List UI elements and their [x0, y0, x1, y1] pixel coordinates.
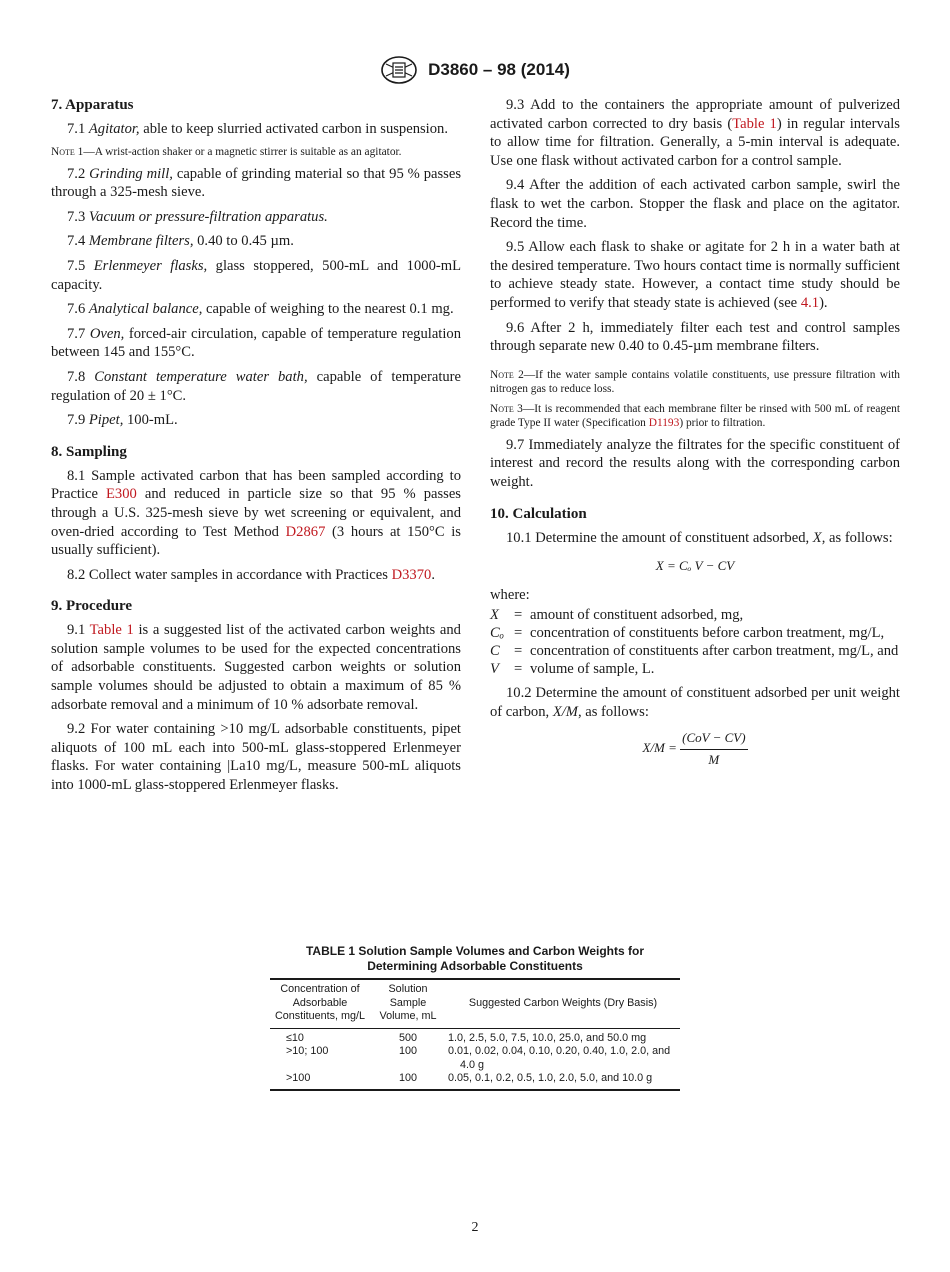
page-header [0, 55, 950, 85]
para-10-1: 10.1 Determine the amount of constituent adsorbed, X, as follows: [506, 529, 893, 546]
para-7-8: 7.8 Constant temperature water bath, capable of temperature regulation of 20 ± 1°C. [51, 368, 462, 404]
section-7-heading: 7. Apparatus [51, 97, 134, 113]
para-7-7: 7.7 Oven, forced-air circulation, capable of temperature regulation between 145 and 155°C. [51, 325, 461, 361]
document-designation: D3860 – 98 (2014) [428, 60, 570, 79]
para-8-1: 8.1 Sample activated carbon that has been sampled according to Practice E300 and reduced in particle size so that 95 % passes through a U.S. 325-mesh sieve by wet screening or equivalent, and oven-dried according to Test Method D2867 (3 hours at 150°C is usually sufficient). [51, 467, 461, 559]
definition-row: C = concentration of constituents after carbon treatment, mg/L, and [490, 643, 899, 660]
ref-e300-link[interactable]: E300 [106, 486, 137, 503]
col-header-volume: Solution Sample Volume, mL [370, 979, 446, 1028]
definition-row: V = volume of sample, L. [490, 661, 655, 678]
table-1 [270, 944, 680, 1091]
para-9-6: 9.6 After 2 h, immediately filter each test and control samples through separate new 0.40 to 0.45-µm membrane filters. [490, 319, 900, 355]
left-column [51, 96, 461, 801]
table-row: >100 100 0.05, 0.1, 0.2, 0.5, 1.0, 2.0, 5.0, and 10.0 g [270, 1072, 680, 1090]
para-7-2: 7.2 Grinding mill, capable of grinding material so that 95 % passes through a 325-mesh sieve. [51, 165, 462, 201]
para-9-3: 9.3 Add to the containers the appropriate amount of pulverized activated carbon corrected to dry basis (Table 1) in regular intervals to allow time for filtration. Generally, a 5-min interval is adequate. Use one flask without activated carbon for a control sample. [490, 97, 900, 169]
right-column [490, 96, 900, 770]
definition-row: Cₒ = concentration of constituents before carbon treatment, mg/L, [490, 625, 885, 642]
section-8-heading: 8. Sampling [51, 443, 127, 460]
para-7-5: 7.5 Erlenmeyer flasks, glass stoppered, 500-mL and 1000-mL capacity. [51, 257, 461, 293]
ref-d2867-link[interactable]: D2867 [285, 523, 326, 540]
equation-2: X/M = $\frac{\text{(CoV − CV)}}{M}$ [642, 730, 746, 768]
page-number: 2 [471, 1220, 479, 1235]
note-3: Note 3—It is recommended that each membrane filter be rinsed with 500 mL of reagent grade Type II water (Specification D1193) prior to filtration. [490, 402, 900, 429]
para-7-6: 7.6 Analytical balance, capable of weighing to the nearest 0.1 mg. [67, 301, 454, 318]
ref-4-1-link[interactable]: 4.1 [800, 294, 820, 311]
ref-table1-link[interactable]: Table 1 [89, 622, 134, 639]
para-7-9: 7.9 Pipet, 100-mL. [67, 412, 178, 429]
table-row: >10; 100 100 0.01, 0.02, 0.04, 0.10, 0.20, 0.40, 1.0, 2.0, and 4.0 g [286, 1045, 671, 1071]
para-10-2: 10.2 Determine the amount of constituent adsorbed per unit weight of carbon, X/M, as follows: [490, 685, 900, 720]
para-8-2: 8.2 Collect water samples in accordance with Practices D3370. [67, 566, 435, 583]
para-9-4: 9.4 After the addition of each activated carbon sample, swirl the flask to wet the carbon. Stopper the flask and place on the agitator. Record the time. [490, 177, 900, 231]
col-header-concentration: Concentration of Adsorbable Constituents, mg/L [270, 979, 370, 1028]
section-9-heading: 9. Procedure [51, 598, 133, 615]
para-9-2: 9.2 For water containing >10 mg/L adsorbable constituents, pipet aliquots of 100 mL each into 500-mL glass-stoppered Erlenmeyer flasks. For water containing |La10 mg/L, measure 500-mL aliquots into 1000-mL glass-stoppered Erlenmeyer flasks. [51, 721, 461, 794]
para-9-5: 9.5 Allow each flask to shake or agitate for 2 h in a water bath at the desired temperature. Two hours contact time is normally sufficient to achieve steady state. However, a contact time study should be performed to verify that steady state is achieved (see 4.1). [490, 239, 900, 311]
para-7-3: 7.3 Vacuum or pressure-filtration apparatus. [67, 208, 328, 225]
table-row: ≤10 500 1.0, 2.5, 5.0, 7.5, 10.0, 25.0, and 50.0 mg [286, 1031, 647, 1044]
where-label: where: [490, 586, 530, 603]
note-1: Note 1—A wrist-action shaker or a magnetic stirrer is suitable as an agitator. [51, 145, 402, 158]
equation-1: X = Cₒ V − CV [655, 558, 735, 574]
section-10-heading: 10. Calculation [490, 505, 587, 522]
ref-d1193-link[interactable]: D1193 [648, 416, 680, 429]
astm-logo [380, 55, 418, 85]
table-caption: TABLE 1 Solution Sample Volumes and Carbon Weights for Determining Adsorbable Constituents [305, 944, 645, 973]
col-header-carbon-weights: Suggested Carbon Weights (Dry Basis) [446, 979, 680, 1028]
definition-row: X = amount of constituent adsorbed, mg, [490, 607, 744, 624]
note-2: Note 2—If the water sample contains volatile constituents, use pressure filtration with nitrogen gas to reduce loss. [490, 368, 900, 395]
table-header-row [270, 979, 680, 1028]
ref-d3370-link[interactable]: D3370 [391, 566, 432, 583]
para-7-4: 7.4 Membrane filters, 0.40 to 0.45 µm. [67, 233, 294, 250]
para-9-7: 9.7 Immediately analyze the filtrates for the specific constituent of interest and record the results along with the corresponding carbon weight. [490, 436, 900, 490]
para-9-1: 9.1 Table 1 is a suggested list of the activated carbon weights and solution sample volumes to be used for the expected concentrations of adsorbable constituents. Suggested carbon weights or solution sample volumes should be adjusted to obtain a maximum of 85 % adsorbate removal and a minimum of 10 % adsorbate removal. [51, 622, 461, 713]
table-1-grid [270, 978, 680, 1091]
variable-definitions [490, 606, 900, 678]
para-7-1: 7.1 Agitator, able to keep slurried activated carbon in suspension. [67, 121, 448, 137]
ref-table1-link[interactable]: Table 1 [732, 115, 777, 132]
